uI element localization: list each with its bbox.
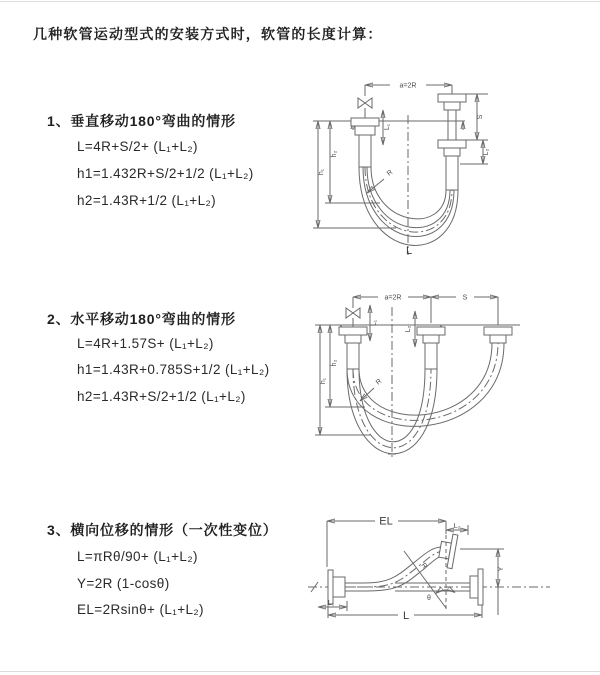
dim-label-l2: L₂ bbox=[483, 148, 490, 156]
dimension-h1 bbox=[315, 325, 370, 435]
braided-section bbox=[347, 343, 359, 369]
dim-label-r: R bbox=[385, 168, 395, 178]
diagram-lateral-displacement bbox=[300, 505, 600, 660]
dim-label-el: EL bbox=[379, 515, 393, 528]
dimension-l1 bbox=[370, 305, 378, 341]
dim-label-l1: L₁ bbox=[384, 123, 391, 131]
dim-label-a2r: a=2R bbox=[399, 82, 417, 90]
formula-line: EL=2Rsinθ+ (L₁+L₂) bbox=[77, 602, 204, 617]
braided-section bbox=[425, 343, 437, 369]
dimension-l2 bbox=[483, 140, 490, 164]
dim-label-theta: θ bbox=[427, 595, 431, 602]
formula-line: h1=1.43R+0.785S+1/2 (L₁+L₂) bbox=[77, 362, 270, 377]
flange-fitting-right bbox=[438, 94, 466, 190]
hose-s-curve bbox=[345, 547, 445, 591]
section-3-heading: 3、横向位移的情形（一次性变位） bbox=[47, 522, 278, 538]
flange-fitting-right bbox=[484, 327, 512, 343]
dim-label-a2r: a=2R bbox=[384, 294, 402, 302]
diagram-vertical-180-bend bbox=[310, 72, 570, 267]
dim-label-l1: L₁ bbox=[371, 319, 378, 327]
flange-fitting-left bbox=[328, 570, 345, 604]
flange-fitting-left bbox=[351, 118, 379, 167]
dim-label-h1: h₁ bbox=[320, 377, 327, 385]
dim-label-r: R bbox=[374, 377, 384, 387]
flange-fitting-left bbox=[339, 327, 367, 369]
hose-centerline bbox=[345, 551, 443, 587]
page-bottom-border bbox=[0, 671, 600, 672]
diagram-horizontal-180-bend bbox=[308, 283, 600, 468]
section-1-heading: 1、垂直移动180°弯曲的情形 bbox=[47, 113, 236, 129]
flange-fitting-raised bbox=[437, 533, 458, 569]
formula-line: L=4R+S/2+ (L₁+L₂) bbox=[77, 139, 198, 154]
formula-line: h1=1.432R+S/2+1/2 (L₁+L₂) bbox=[77, 166, 254, 181]
dim-label-r: R bbox=[419, 561, 429, 571]
valve-icon bbox=[346, 308, 360, 327]
braided-section bbox=[359, 135, 371, 167]
dimension-s bbox=[431, 295, 498, 326]
valve-icon bbox=[358, 98, 372, 118]
page-title: 几种软管运动型式的安装方式时，软管的长度计算： bbox=[33, 26, 383, 42]
formula-line: h2=1.43R+S/2+1/2 (L₁+L₂) bbox=[77, 389, 246, 404]
formula-line: h2=1.43R+1/2 (L₁+L₂) bbox=[77, 193, 217, 208]
formula-line: L=πRθ/90+ (L₁+L₂) bbox=[77, 549, 198, 564]
dim-label-y: Y bbox=[498, 566, 505, 572]
dimension-h1 bbox=[313, 121, 396, 228]
dimension-l bbox=[328, 604, 482, 622]
dim-label-s: S bbox=[462, 294, 468, 302]
formula-line: Y=2R (1-cosθ) bbox=[77, 576, 170, 591]
dimension-el bbox=[327, 515, 446, 571]
dim-label-h1: h₁ bbox=[318, 168, 325, 176]
flange-fitting-middle bbox=[417, 327, 445, 369]
formula-line: L=4R+1.57S+ (L₁+L₂) bbox=[77, 336, 214, 351]
dim-label-l1: L₁ bbox=[327, 600, 335, 607]
page-top-border bbox=[0, 1, 600, 2]
braided-section bbox=[446, 156, 458, 190]
dimension-l1 bbox=[383, 110, 391, 145]
dim-label-l2: L₂ bbox=[405, 325, 412, 333]
dim-label-s: S bbox=[477, 114, 484, 120]
dim-label-h2: h₂ bbox=[331, 359, 338, 367]
hose-loop bbox=[359, 115, 458, 255]
dim-label-h2: h₂ bbox=[331, 150, 338, 158]
dimension-l2 bbox=[446, 523, 468, 535]
section-2-heading: 2、水平移动180°弯曲的情形 bbox=[47, 311, 236, 327]
dimension-l2 bbox=[405, 311, 415, 347]
dim-label-l: L bbox=[405, 245, 413, 257]
dim-label-l2: L₂ bbox=[453, 523, 461, 530]
dim-label-l: L bbox=[402, 610, 410, 622]
dimension-l1 bbox=[318, 600, 347, 611]
